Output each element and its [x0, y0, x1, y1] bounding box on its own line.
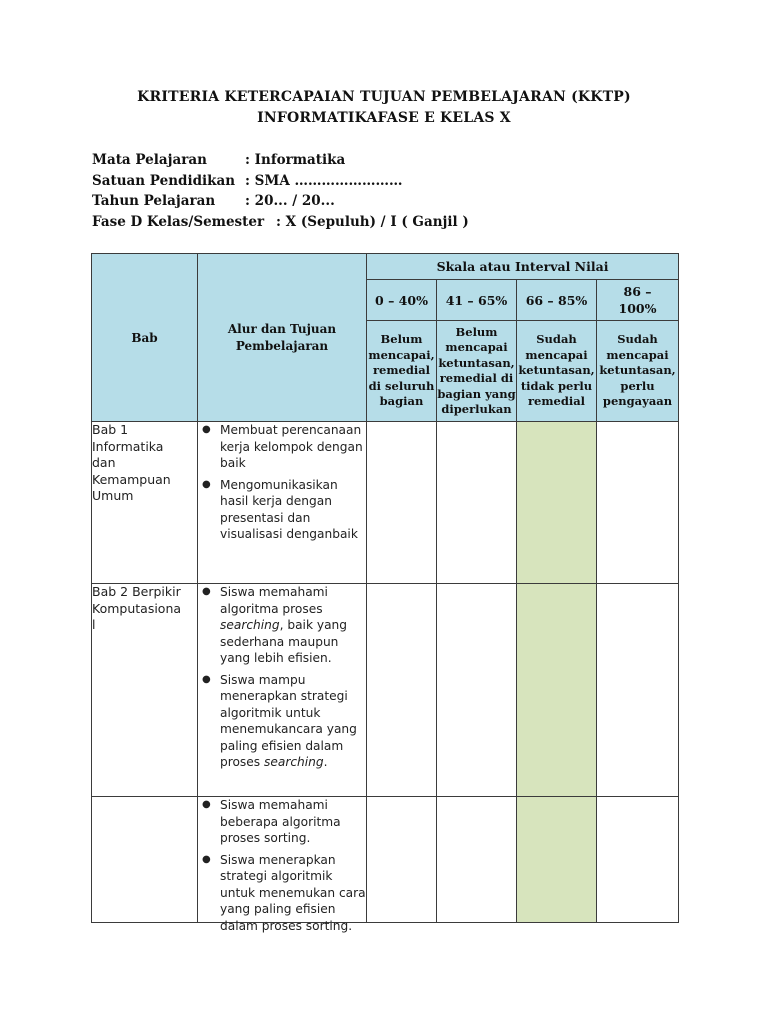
- goal-text-pre: Siswa mampu menerapkan strategi algoritmik untuk menemukancara yang paling efisien dalam proses: [220, 672, 357, 769]
- meta-value: : SMA ……………………: [245, 172, 403, 189]
- bullet-dot-icon: ●: [202, 586, 211, 597]
- list-item: [198, 797, 366, 847]
- list-item: [198, 584, 366, 667]
- table-row: [92, 584, 679, 797]
- meta-label: Satuan Pendidikan: [92, 172, 236, 189]
- meta-label: Fase D Kelas/Semester: [92, 213, 265, 230]
- score-cell-highlight[interactable]: [517, 797, 597, 923]
- meta-value: : X (Sepuluh) / I ( Ganjil ): [276, 213, 469, 230]
- header-desc-2: Belum mencapai ketuntasan, remedial di bagian yang diperlukan: [437, 321, 517, 422]
- goals-cell: [198, 797, 367, 933]
- header-range-4-label: 86 – 100%: [618, 284, 657, 316]
- bab-label: Bab 2 Berpikir Komputasional: [92, 584, 182, 632]
- goal-text-em: searching: [264, 755, 324, 769]
- score-cell[interactable]: [367, 797, 437, 923]
- header-desc-3: Sudah mencapai ketuntasan, tidak perlu remedial: [517, 321, 597, 422]
- score-cell[interactable]: [597, 584, 679, 797]
- list-item: [198, 477, 366, 543]
- header-bab: Bab: [92, 254, 198, 422]
- meta-label: Mata Pelajaran: [92, 152, 207, 168]
- goal-text-post: .: [323, 755, 328, 769]
- header-range-1: 0 – 40%: [367, 280, 437, 321]
- bullet-dot-icon: ●: [202, 424, 211, 435]
- goals-cell: [198, 422, 367, 584]
- list-item: [198, 672, 366, 771]
- table-row: [92, 797, 679, 923]
- table-row: [92, 422, 679, 584]
- bab-cell: [92, 422, 198, 584]
- score-cell[interactable]: [597, 422, 679, 584]
- header-range-2: 41 – 65%: [437, 280, 517, 321]
- meta-value: : Informatika: [245, 152, 346, 168]
- score-cell[interactable]: [367, 584, 437, 797]
- goal-text-post: , baik yang sederhana maupun yang lebih efisien.: [220, 618, 348, 665]
- goal-text: Mengomunikasikan hasil kerja dengan presentasi dan visualisasi denganbaik: [220, 477, 358, 541]
- goal-text-pre: Siswa memahami algoritma proses: [220, 585, 328, 616]
- score-cell[interactable]: [437, 422, 517, 584]
- kktp-table: [91, 253, 679, 933]
- bullet-dot-icon: ●: [202, 853, 211, 865]
- header-desc-1: Belum mencapai, remedial di seluruh bagian: [367, 321, 437, 422]
- header-alur-tujuan: [198, 254, 367, 422]
- score-cell[interactable]: [437, 797, 517, 923]
- goal-text: Siswa memahami beberapa algoritma proses sorting.: [220, 798, 341, 845]
- list-item: [198, 852, 366, 935]
- header-desc-4: Sudah mencapai ketuntasan, perlu pengayaan: [597, 321, 679, 422]
- score-cell-highlight[interactable]: [517, 584, 597, 797]
- header-range-3: 66 – 85%: [517, 280, 597, 321]
- goal-text: Siswa menerapkan strategi algoritmik untuk menemukan cara yang paling efisien dalam proses sorting.: [220, 852, 366, 933]
- bullet-dot-icon: ●: [202, 799, 211, 810]
- document-title: KRITERIA KETERCAPAIAN TUJUAN PEMBELAJARAN (KKTP): [137, 89, 631, 105]
- meta-value: : 20... / 20...: [245, 193, 335, 209]
- bab-label: Bab 1 Informatika dan Kemampuan Umum: [92, 422, 171, 503]
- header-alur-tujuan-label: Alur dan Tujuan Pembelajaran: [227, 321, 337, 353]
- bullet-dot-icon: ●: [202, 673, 211, 685]
- score-cell[interactable]: [437, 584, 517, 797]
- goals-cut-off: [198, 797, 366, 933]
- header-range-4: [597, 280, 679, 321]
- goals-cell: [198, 584, 367, 797]
- list-item: [198, 422, 366, 472]
- document-subtitle: INFORMATIKAFASE E KELAS X: [257, 110, 511, 126]
- bullet-dot-icon: ●: [202, 478, 211, 490]
- header-scale: Skala atau Interval Nilai: [367, 254, 679, 280]
- score-cell[interactable]: [367, 422, 437, 584]
- score-cell-highlight[interactable]: [517, 422, 597, 584]
- bab-cell: [92, 797, 198, 923]
- goal-text-em: searching: [220, 618, 280, 632]
- goal-text: Membuat perencanaan kerja kelompok dengan baik: [220, 423, 363, 470]
- meta-label: Tahun Pelajaran: [92, 193, 216, 209]
- bab-cell: [92, 584, 198, 797]
- score-cell[interactable]: [597, 797, 679, 923]
